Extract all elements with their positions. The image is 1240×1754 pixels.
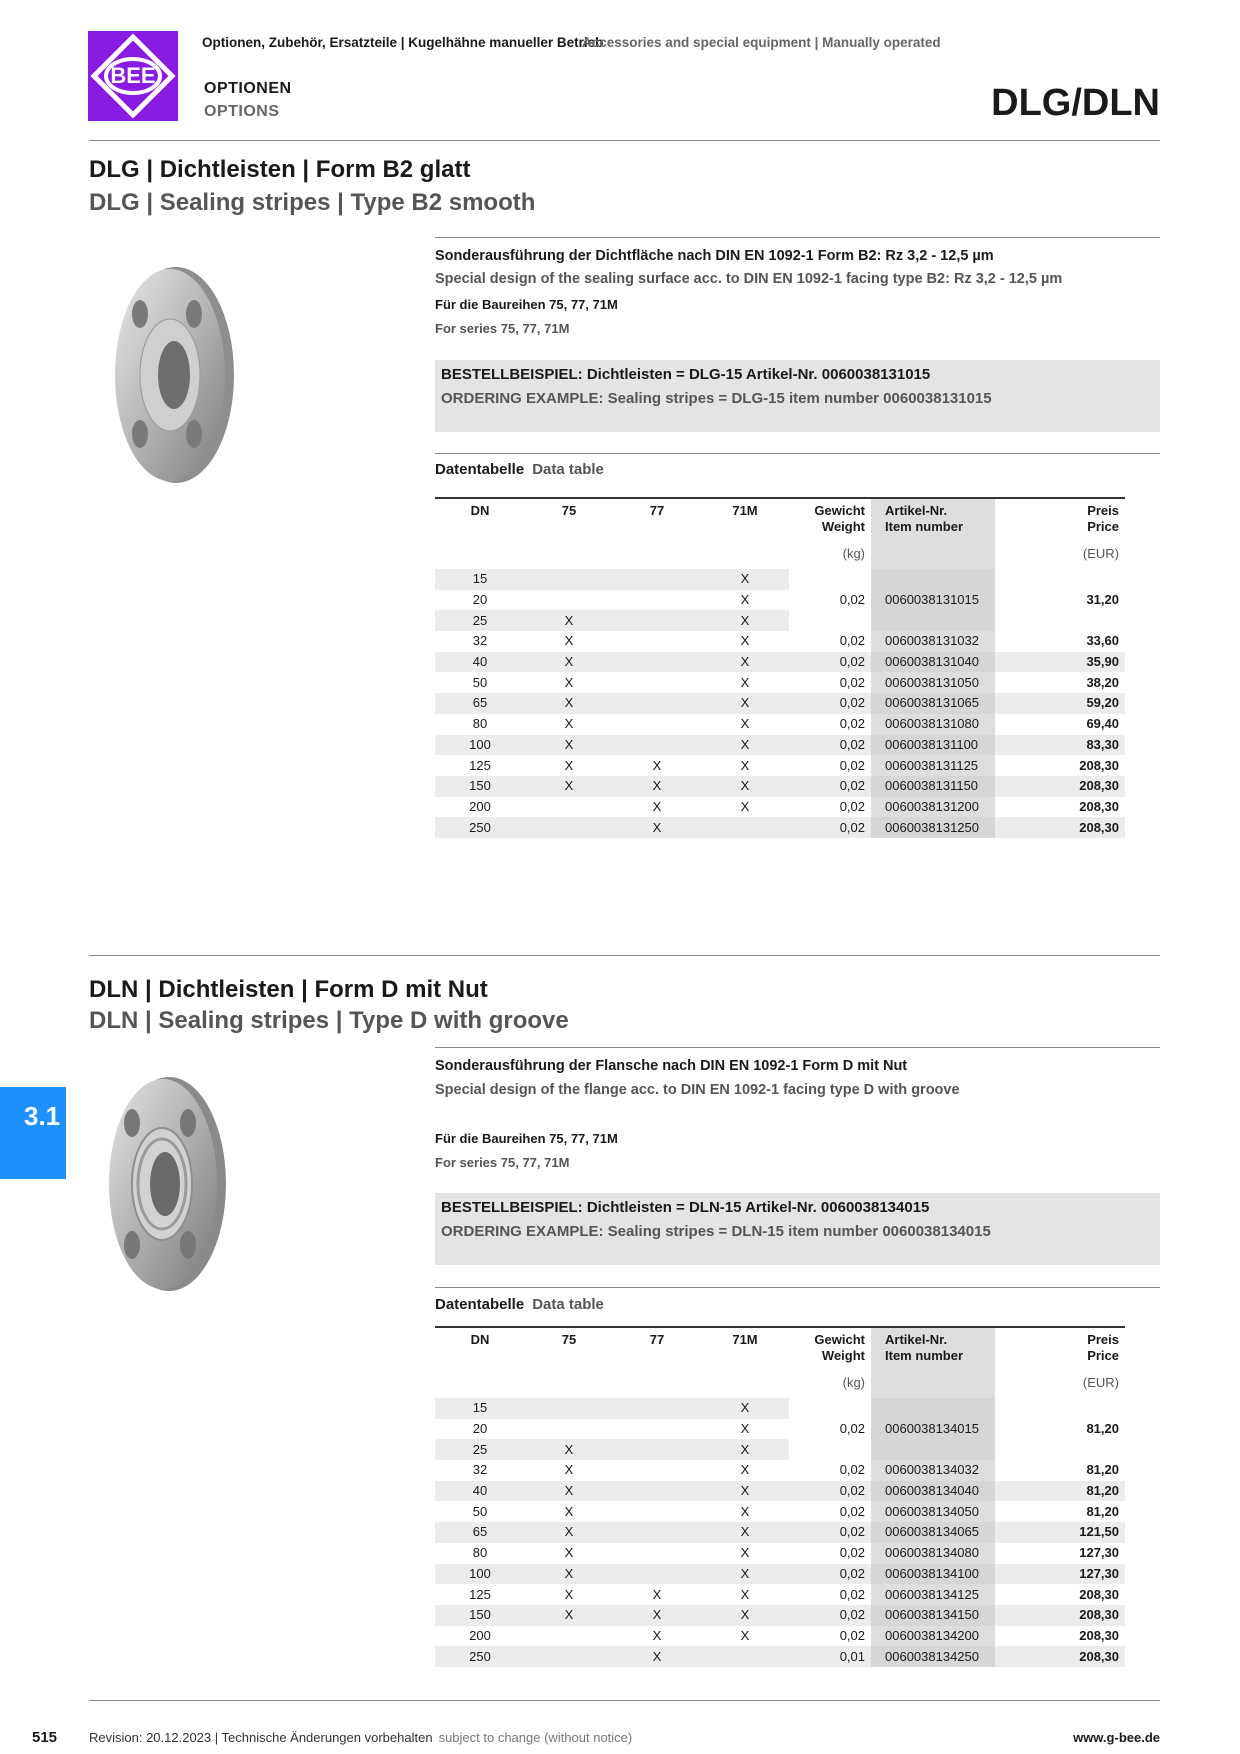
cell-price: 127,30 xyxy=(995,1564,1125,1585)
cell-item-number: 0060038131125 xyxy=(871,755,995,776)
cell-series-71m xyxy=(701,817,789,838)
cell-price: 69,40 xyxy=(1086,716,1119,732)
header-dn: DN xyxy=(470,503,490,518)
footer-divider xyxy=(89,1700,1160,1701)
cell-series-71m: X xyxy=(740,592,750,608)
cell-item-number: 0060038134040 xyxy=(871,1481,995,1502)
cell-series-71m: X xyxy=(740,1503,750,1519)
cell-series-77: X xyxy=(613,776,701,797)
cell-weight: 0,02 xyxy=(789,817,871,838)
page-number: 515 xyxy=(32,1729,58,1746)
dlg-desc-de: Sonderausführung der Dichtfläche nach DIN EN 1092-1 Form B2: Rz 3,2 - 12,5 µm xyxy=(435,248,994,264)
cell-price: 83,30 xyxy=(995,735,1125,756)
header-series-71m: 71M xyxy=(732,1332,758,1347)
table-row xyxy=(435,714,1125,735)
cell-dn: 50 xyxy=(472,1503,488,1519)
dlg-desc-en: Special design of the sealing surface acc. to DIN EN 1092-1 facing type B2: Rz 3,2 - 12,5 µm xyxy=(435,271,1063,287)
dlg-title-en: DLG | Sealing stripes | Type B2 smooth xyxy=(89,189,536,216)
cell-dn: 65 xyxy=(435,1522,525,1543)
cell-dn: 15 xyxy=(435,569,525,590)
cell-item-number: 0060038131100 xyxy=(871,735,995,756)
unit-weight: (kg) xyxy=(842,1375,865,1390)
table-unit-row xyxy=(435,535,1125,569)
cell-weight: 0,02 xyxy=(789,1564,871,1585)
cell-series-75 xyxy=(525,797,613,818)
cell-dn: 40 xyxy=(435,652,525,673)
cell-series-75: X xyxy=(525,1439,613,1460)
logo-text: BEE xyxy=(110,63,156,88)
table-row xyxy=(435,569,1125,590)
cell-weight: 0,02 xyxy=(839,1462,865,1478)
cell-weight: 0,02 xyxy=(789,1398,871,1460)
cell-weight: 0,02 xyxy=(839,1586,865,1602)
cell-dn: 200 xyxy=(469,798,491,814)
dln-divider xyxy=(435,1047,1160,1048)
cell-dn: 150 xyxy=(435,776,525,797)
dlg-ordering-example xyxy=(435,360,1160,432)
cell-series-75: X xyxy=(525,1605,613,1626)
cell-dn: 20 xyxy=(472,1421,488,1437)
table-row xyxy=(435,652,1125,673)
header-price-en: Price xyxy=(1087,519,1119,534)
cell-dn: 80 xyxy=(472,1545,488,1561)
cell-item-number: 0060038134050 xyxy=(871,1501,995,1522)
header-weight-de: Gewicht xyxy=(814,503,865,518)
cell-series-75: X xyxy=(525,610,613,631)
cell-series-71m: X xyxy=(701,610,789,631)
table-row xyxy=(435,672,1125,693)
header-price xyxy=(995,498,1125,535)
dln-title-en: DLN | Sealing stripes | Type D with groove xyxy=(89,1007,569,1034)
dln-data-table xyxy=(435,1326,1125,1667)
cell-dn: 100 xyxy=(435,735,525,756)
header-series-77: 77 xyxy=(649,1332,665,1347)
cell-series-77 xyxy=(613,610,701,631)
cell-series-77: X xyxy=(652,1586,662,1602)
cell-weight: 0,02 xyxy=(839,674,865,690)
cell-dn: 40 xyxy=(435,1481,525,1502)
page-code: DLG/DLN xyxy=(991,82,1160,124)
section-divider xyxy=(89,955,1160,956)
header-price xyxy=(995,1327,1125,1364)
cell-series-71m: X xyxy=(740,757,750,773)
header-dn: DN xyxy=(470,1332,490,1347)
cell-item-number: 0060038134200 xyxy=(871,1626,995,1647)
cell-series-77 xyxy=(613,631,701,652)
table-row xyxy=(435,755,1125,776)
table-row xyxy=(435,817,1125,838)
cell-price: 38,20 xyxy=(1086,674,1119,690)
category-de: Optionen, Zubehör, Ersatzteile | Kugelhähne manueller Betrieb xyxy=(202,35,604,50)
cell-series-75: X xyxy=(564,1586,574,1602)
cell-price: 208,30 xyxy=(1079,798,1119,814)
dln-table-label xyxy=(435,1296,604,1313)
cell-weight: 0,02 xyxy=(789,1481,871,1502)
cell-series-77 xyxy=(613,652,701,673)
cell-dn: 150 xyxy=(435,1605,525,1626)
cell-series-77 xyxy=(613,1564,701,1585)
cell-price: 208,30 xyxy=(995,776,1125,797)
cell-price: 121,50 xyxy=(995,1522,1125,1543)
cell-series-75 xyxy=(525,1646,613,1667)
header-item-de: Artikel-Nr. xyxy=(885,503,948,518)
cell-item-number: 0060038134250 xyxy=(871,1646,995,1667)
cell-weight: 0,02 xyxy=(789,776,871,797)
cell-price: 127,30 xyxy=(1079,1545,1119,1561)
cell-series-71m: X xyxy=(701,735,789,756)
cell-series-75: X xyxy=(525,693,613,714)
cell-series-77 xyxy=(613,714,701,735)
dln-table-label-de: Datentabelle xyxy=(435,1296,525,1313)
cell-series-77 xyxy=(613,1460,701,1481)
cell-item-number: 0060038134080 xyxy=(871,1543,995,1564)
bee-logo xyxy=(88,31,178,121)
header-series-75: 75 xyxy=(561,503,577,518)
cell-dn: 200 xyxy=(469,1627,491,1643)
cell-series-75: X xyxy=(564,716,574,732)
cell-price: 33,60 xyxy=(1086,633,1119,649)
cell-weight: 0,02 xyxy=(789,693,871,714)
unit-price: (EUR) xyxy=(1082,1375,1119,1390)
cell-weight: 0,02 xyxy=(839,1503,865,1519)
cell-item-number: 0060038134015 xyxy=(871,1398,995,1460)
header-weight-de: Gewicht xyxy=(814,1332,865,1347)
dln-order-en: ORDERING EXAMPLE: Sealing stripes = DLN-15 item number 0060038134015 xyxy=(441,1223,991,1240)
header-weight xyxy=(789,1327,871,1364)
cell-series-75: X xyxy=(525,1564,613,1585)
cell-series-71m: X xyxy=(701,569,789,590)
cell-dn: 125 xyxy=(469,757,491,773)
category-en: Accessories and special equipment | Manually operated xyxy=(582,35,941,50)
dln-desc-de: Sonderausführung der Flansche nach DIN EN 1092-1 Form D mit Nut xyxy=(435,1058,908,1074)
cell-series-77: X xyxy=(613,1646,701,1667)
cell-series-71m: X xyxy=(740,716,750,732)
cell-series-75 xyxy=(525,1419,613,1440)
cell-dn: 65 xyxy=(435,693,525,714)
cell-item-number: 0060038131015 xyxy=(871,569,995,631)
table-header-row xyxy=(435,498,1125,535)
dlg-series-en: For series 75, 77, 71M xyxy=(435,321,570,336)
cell-item-number: 0060038131250 xyxy=(871,817,995,838)
cell-price: 208,30 xyxy=(1079,1627,1119,1643)
header-divider xyxy=(89,140,1160,141)
table-header-row xyxy=(435,1327,1125,1364)
cell-price: 208,30 xyxy=(1079,757,1119,773)
cell-weight: 0,02 xyxy=(839,798,865,814)
cell-weight: 0,01 xyxy=(789,1646,871,1667)
header-item xyxy=(871,498,995,535)
cell-series-75: X xyxy=(564,757,574,773)
dln-desc-en: Special design of the flange acc. to DIN EN 1092-1 facing type D with groove xyxy=(435,1082,960,1098)
table-row xyxy=(435,1626,1125,1647)
dlg-table-label xyxy=(435,461,604,478)
dlg-title-de: DLG | Dichtleisten | Form B2 glatt xyxy=(89,156,471,183)
cell-series-71m: X xyxy=(740,633,750,649)
cell-series-77 xyxy=(613,735,701,756)
footer-revision-en: subject to change (without notice) xyxy=(438,1730,633,1745)
dlg-table-divider xyxy=(435,453,1160,454)
cell-series-75: X xyxy=(564,633,574,649)
cell-weight: 0,02 xyxy=(789,1522,871,1543)
header-price-de: Preis xyxy=(1087,1332,1119,1347)
cell-weight: 0,02 xyxy=(839,633,865,649)
table-row xyxy=(435,1564,1125,1585)
cell-series-71m: X xyxy=(740,1545,750,1561)
cell-series-77 xyxy=(613,1439,701,1460)
cell-item-number: 0060038134125 xyxy=(871,1584,995,1605)
cell-series-71m: X xyxy=(701,1605,789,1626)
header-weight-en: Weight xyxy=(821,1348,865,1363)
header-item xyxy=(871,1327,995,1364)
cell-series-75: X xyxy=(564,674,574,690)
cell-series-77 xyxy=(613,672,701,693)
cell-price: 81,20 xyxy=(1086,1503,1119,1519)
cell-series-71m: X xyxy=(701,776,789,797)
cell-series-75 xyxy=(525,590,613,611)
cell-series-71m: X xyxy=(740,674,750,690)
cell-series-77 xyxy=(613,1543,701,1564)
cell-series-75: X xyxy=(525,1481,613,1502)
chapter-tab-label: 3.1 xyxy=(24,1101,61,1131)
dln-order-de: BESTELLBEISPIEL: Dichtleisten = DLN-15 Artikel-Nr. 0060038134015 xyxy=(441,1199,930,1216)
cell-dn: 50 xyxy=(472,674,488,690)
cell-series-71m: X xyxy=(740,798,750,814)
header-item-en: Item number xyxy=(885,519,964,534)
cell-weight: 0,02 xyxy=(789,1605,871,1626)
table-row xyxy=(435,1501,1125,1522)
cell-dn: 15 xyxy=(435,1398,525,1419)
dln-title-de: DLN | Dichtleisten | Form D mit Nut xyxy=(89,976,488,1003)
cell-item-number: 0060038134065 xyxy=(871,1522,995,1543)
table-row xyxy=(435,1460,1125,1481)
cell-series-77 xyxy=(613,1501,701,1522)
header-item-de: Artikel-Nr. xyxy=(885,1332,948,1347)
header-price-de: Preis xyxy=(1087,503,1119,518)
table-row xyxy=(435,631,1125,652)
cell-series-77 xyxy=(613,1522,701,1543)
table-row xyxy=(435,735,1125,756)
cell-weight: 0,02 xyxy=(839,757,865,773)
cell-series-71m: X xyxy=(740,1627,750,1643)
header-item-en: Item number xyxy=(885,1348,964,1363)
cell-price: 208,30 xyxy=(995,1605,1125,1626)
dln-series-en: For series 75, 77, 71M xyxy=(435,1155,570,1170)
cell-price: 208,30 xyxy=(1079,1586,1119,1602)
dlg-table-label-en: Data table xyxy=(532,461,604,478)
footer-revision xyxy=(89,1730,632,1745)
cell-weight: 0,02 xyxy=(789,652,871,673)
cell-item-number: 0060038131080 xyxy=(871,714,995,735)
header-series-75: 75 xyxy=(561,1332,577,1347)
cell-series-77 xyxy=(613,693,701,714)
cell-series-75: X xyxy=(564,1503,574,1519)
header-weight-en: Weight xyxy=(821,519,865,534)
cell-series-77: X xyxy=(652,1627,662,1643)
cell-item-number: 0060038131065 xyxy=(871,693,995,714)
unit-weight: (kg) xyxy=(842,546,865,561)
cell-price: 208,30 xyxy=(995,1646,1125,1667)
cell-series-75 xyxy=(525,1626,613,1647)
cell-series-77 xyxy=(613,1481,701,1502)
header-series-77: 77 xyxy=(649,503,665,518)
table-row xyxy=(435,1481,1125,1502)
cell-item-number: 0060038131200 xyxy=(871,797,995,818)
cell-series-77: X xyxy=(613,817,701,838)
cell-weight: 0,02 xyxy=(789,569,871,631)
dlg-order-en: ORDERING EXAMPLE: Sealing stripes = DLG-15 item number 0060038131015 xyxy=(441,390,992,407)
table-row xyxy=(435,1646,1125,1667)
cell-series-75: X xyxy=(525,735,613,756)
unit-price: (EUR) xyxy=(1082,546,1119,561)
table-row xyxy=(435,776,1125,797)
cell-dn: 25 xyxy=(435,1439,525,1460)
cell-series-77 xyxy=(613,1398,701,1419)
cell-weight: 0,02 xyxy=(839,716,865,732)
cell-dn: 20 xyxy=(472,592,488,608)
cell-price: 81,20 xyxy=(995,1481,1125,1502)
cell-item-number: 0060038131040 xyxy=(871,652,995,673)
cell-weight: 0,02 xyxy=(839,1627,865,1643)
table-row xyxy=(435,1605,1125,1626)
cell-weight: 0,02 xyxy=(839,1545,865,1561)
table-row xyxy=(435,1398,1125,1419)
cell-item-number: 0060038134032 xyxy=(871,1460,995,1481)
cell-series-77 xyxy=(613,1419,701,1440)
cell-dn: 32 xyxy=(472,633,488,649)
cell-series-71m: X xyxy=(740,1586,750,1602)
dln-table-divider xyxy=(435,1287,1160,1288)
cell-series-77 xyxy=(613,569,701,590)
cell-dn: 250 xyxy=(435,1646,525,1667)
table-row xyxy=(435,1543,1125,1564)
cell-dn: 250 xyxy=(435,817,525,838)
cell-series-75 xyxy=(525,817,613,838)
dln-ordering-example xyxy=(435,1193,1160,1265)
cell-dn: 80 xyxy=(472,716,488,732)
cell-dn: 100 xyxy=(435,1564,525,1585)
header-price-en: Price xyxy=(1087,1348,1119,1363)
chapter-tab xyxy=(0,1087,66,1179)
cell-series-75: X xyxy=(564,1545,574,1561)
cell-dn: 32 xyxy=(472,1462,488,1478)
table-row xyxy=(435,1584,1125,1605)
table-row xyxy=(435,1522,1125,1543)
cell-series-71m: X xyxy=(701,1398,789,1419)
cell-series-71m: X xyxy=(701,1564,789,1585)
cell-series-71m: X xyxy=(740,1462,750,1478)
cell-item-number: 0060038131050 xyxy=(871,672,995,693)
cell-price: 208,30 xyxy=(995,817,1125,838)
cell-price: 35,90 xyxy=(995,652,1125,673)
cell-dn: 25 xyxy=(435,610,525,631)
cell-series-71m: X xyxy=(701,1439,789,1460)
footer-revision-de: Revision: 20.12.2023 | Technische Änderungen vorbehalten xyxy=(89,1730,433,1745)
table-unit-row xyxy=(435,1364,1125,1398)
cell-series-77 xyxy=(613,590,701,611)
cell-price: 81,20 xyxy=(995,1398,1125,1460)
cell-series-75 xyxy=(525,1398,613,1419)
header-weight xyxy=(789,498,871,535)
header-series-71m: 71M xyxy=(732,503,758,518)
cell-item-number: 0060038131032 xyxy=(871,631,995,652)
cell-item-number: 0060038131150 xyxy=(871,776,995,797)
dlg-table-label-de: Datentabelle xyxy=(435,461,525,478)
cell-dn: 125 xyxy=(469,1586,491,1602)
dln-flange-image xyxy=(102,1073,230,1295)
cell-price: 81,20 xyxy=(1086,1462,1119,1478)
cell-series-75: X xyxy=(525,776,613,797)
cell-weight: 0,02 xyxy=(789,735,871,756)
cell-item-number: 0060038134100 xyxy=(871,1564,995,1585)
cell-series-71m: X xyxy=(701,693,789,714)
dlg-series-de: Für die Baureihen 75, 77, 71M xyxy=(435,297,618,312)
cell-series-75: X xyxy=(525,1522,613,1543)
dlg-flange-image xyxy=(108,262,238,487)
cell-series-71m: X xyxy=(740,1421,750,1437)
cell-series-75 xyxy=(525,569,613,590)
cell-series-77: X xyxy=(613,1605,701,1626)
dln-series-de: Für die Baureihen 75, 77, 71M xyxy=(435,1131,618,1146)
cell-series-71m xyxy=(701,1646,789,1667)
section-label-en: OPTIONS xyxy=(204,103,280,120)
cell-series-71m: X xyxy=(701,1481,789,1502)
cell-series-77: X xyxy=(652,798,662,814)
footer-url[interactable]: www.g-bee.de xyxy=(1073,1730,1160,1745)
cell-series-77: X xyxy=(652,757,662,773)
dlg-order-de: BESTELLBEISPIEL: Dichtleisten = DLG-15 Artikel-Nr. 0060038131015 xyxy=(441,366,931,383)
cell-series-71m: X xyxy=(701,652,789,673)
section-label-de: OPTIONEN xyxy=(204,80,292,97)
cell-series-71m: X xyxy=(701,1522,789,1543)
cell-series-75: X xyxy=(525,652,613,673)
dln-table-label-en: Data table xyxy=(532,1296,604,1313)
cell-price: 31,20 xyxy=(995,569,1125,631)
cell-price: 59,20 xyxy=(995,693,1125,714)
dlg-divider xyxy=(435,237,1160,238)
cell-series-75: X xyxy=(564,1462,574,1478)
table-row xyxy=(435,797,1125,818)
table-row xyxy=(435,693,1125,714)
dlg-data-table xyxy=(435,497,1125,838)
cell-item-number: 0060038134150 xyxy=(871,1605,995,1626)
